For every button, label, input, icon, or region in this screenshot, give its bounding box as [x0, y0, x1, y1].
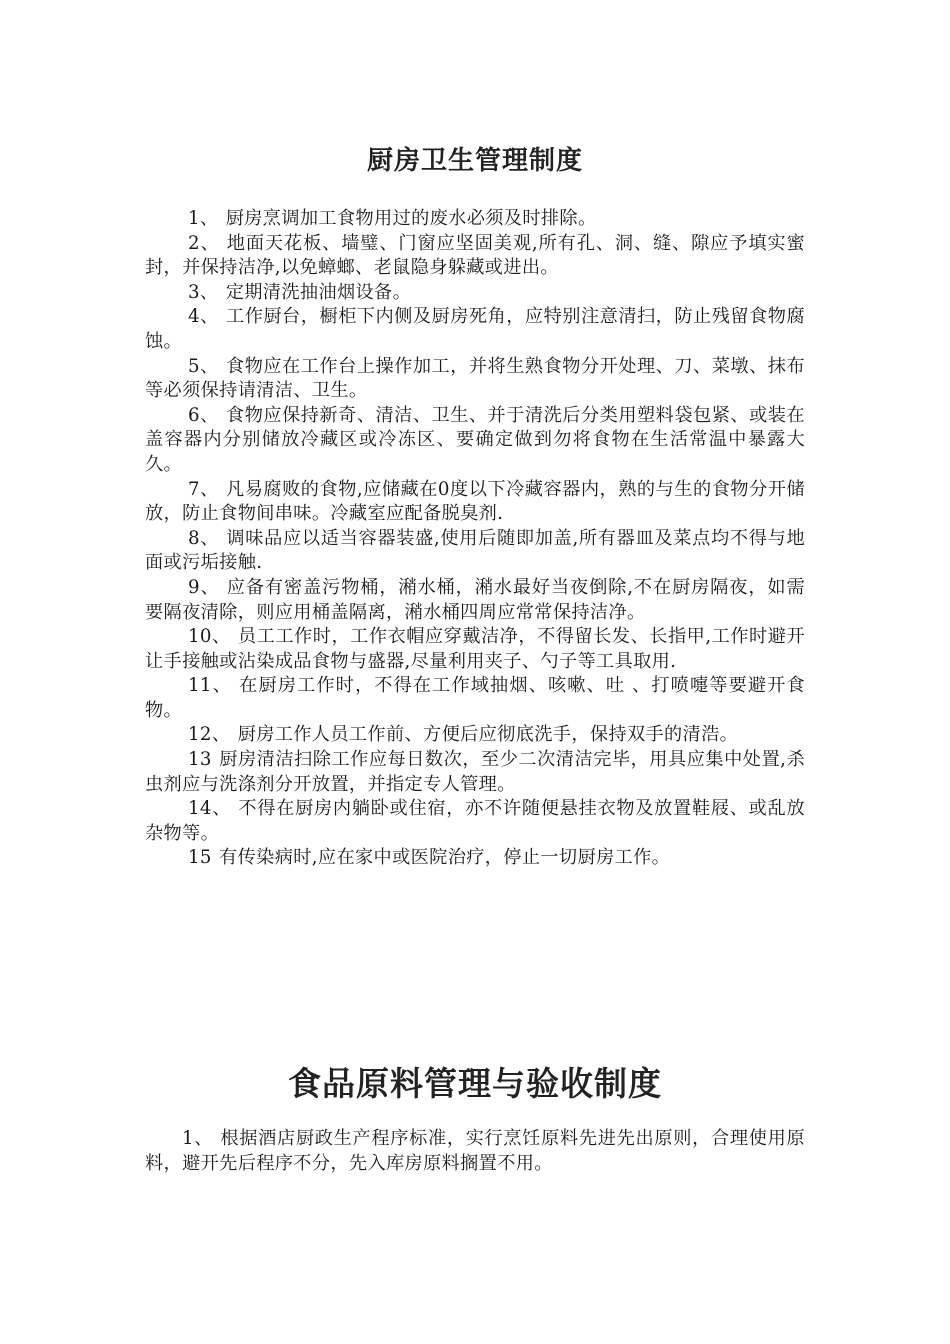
- rule-text: 定期清洗抽油烟设备。: [225, 281, 412, 303]
- rule-item: [145, 846, 805, 871]
- rule-item: [145, 232, 805, 281]
- rule-text: 调味品应以适当容器装盛,使用后随即加盖,所有器皿及菜点均不得与地面或污垢接触.: [145, 527, 805, 574]
- rule-item: [145, 625, 805, 674]
- rule-text: 地面天花板、墙璧、门窗应坚固美观,所有孔、洞、缝、隙应予填实蜜封，并保持洁净,以免蟑螂、老鼠隐身躲藏或进出。: [145, 232, 805, 279]
- rule-item: [145, 281, 805, 306]
- rule-item: [145, 355, 805, 404]
- rule-number: 5、: [188, 355, 219, 377]
- rule-number: 4、: [188, 306, 219, 328]
- rule-number: 11、: [188, 675, 232, 697]
- rule-number: 2、: [188, 232, 220, 254]
- rule-text: 应备有密盖污物桶，潲水桶，潲水最好当夜倒除,不在厨房隔夜，如需要隔夜清除，则应用桶盖隔离，潲水桶四周应常常保持洁净。: [145, 576, 805, 623]
- rule-text: 食物应保持新奇、清洁、卫生、并于清洗后分类用塑料袋包紧、或装在盖容器内分别储放冷藏区或冷冻区、要确定做到勿将食物在生活常温中暴露大久。: [145, 404, 805, 475]
- rule-item: [145, 305, 805, 354]
- rule-text: 根据酒店厨政生产程序标准，实行烹饪原料先进先出原则，合理使用原料，避开先后程序不分，先入库房原料搁置不用。: [145, 1128, 805, 1174]
- rule-number: 10、: [188, 626, 231, 648]
- rule-item: [145, 207, 805, 232]
- rule-number: 9、: [188, 576, 220, 598]
- rule-number: 6、: [188, 404, 219, 426]
- rule-item: [145, 674, 805, 723]
- rule-item: [145, 1127, 805, 1176]
- rule-item: [145, 527, 805, 576]
- rule-number: 3、: [188, 281, 219, 303]
- section-title-kitchen-hygiene: 厨房卫生管理制度: [366, 146, 583, 176]
- rule-number: 14、: [188, 798, 232, 820]
- rule-text: 凡易腐败的食物,应储藏在0度以下冷藏容器内，熟的与生的食物分开储放，防止食物间串味。冷藏室应配备脱臭剂.: [145, 478, 805, 525]
- rule-item: [145, 404, 805, 478]
- rule-text: 不得在厨房内躺卧或住宿，亦不许随便悬挂衣物及放置鞋屐、或乱放杂物等。: [145, 798, 805, 844]
- rule-item: [145, 576, 805, 625]
- food-materials-rules: [145, 1127, 805, 1176]
- kitchen-hygiene-rules: [145, 207, 805, 871]
- rule-text: 有传染病时,应在家中或医院治疗，停止一切厨房工作。: [219, 847, 671, 869]
- section-title-food-materials: 食品原料管理与验收制度: [288, 1064, 662, 1103]
- rule-item: [145, 748, 805, 797]
- rule-text: 员工工作时，工作衣帽应穿戴洁净，不得留长发、长指甲,工作时避开让手接触或沾染成品食物与盛器,尽量利用夹子、勺子等工具取用.: [145, 626, 805, 672]
- rule-item: [145, 797, 805, 846]
- rule-item: [145, 723, 805, 748]
- rule-item: [145, 478, 805, 527]
- rule-number: 1、: [182, 1128, 214, 1149]
- rule-number: 13: [188, 749, 212, 771]
- rule-text: 在厨房工作时，不得在工作域抽烟、咳嗽、吐 、打喷嚏等要避开食物。: [145, 675, 805, 721]
- rule-text: 工作厨台，橱柜下内侧及厨房死角，应特别注意清扫，防止残留食物腐蚀。: [145, 306, 805, 352]
- rule-number: 15: [188, 847, 212, 869]
- rule-text: 食物应在工作台上操作加工，并将生熟食物分开处理、刀、菜墩、抹布等必须保持请清洁、卫生。: [145, 355, 805, 402]
- rule-number: 7、: [188, 478, 219, 500]
- rule-text: 厨房烹调加工食物用过的废水必须及时排除。: [225, 208, 597, 229]
- rule-number: 8、: [188, 527, 220, 549]
- rule-number: 12、: [188, 724, 231, 746]
- rule-text: 厨房工作人员工作前、方便后应彻底洗手，保持双手的清浩。: [237, 724, 739, 746]
- rule-text: 厨房清洁扫除工作应每日数次，至少二次清洁完毕，用具应集中处置,杀虫剂应与洗涤剂分开放置，并指定专人管理。: [145, 749, 805, 795]
- rule-number: 1、: [188, 208, 219, 229]
